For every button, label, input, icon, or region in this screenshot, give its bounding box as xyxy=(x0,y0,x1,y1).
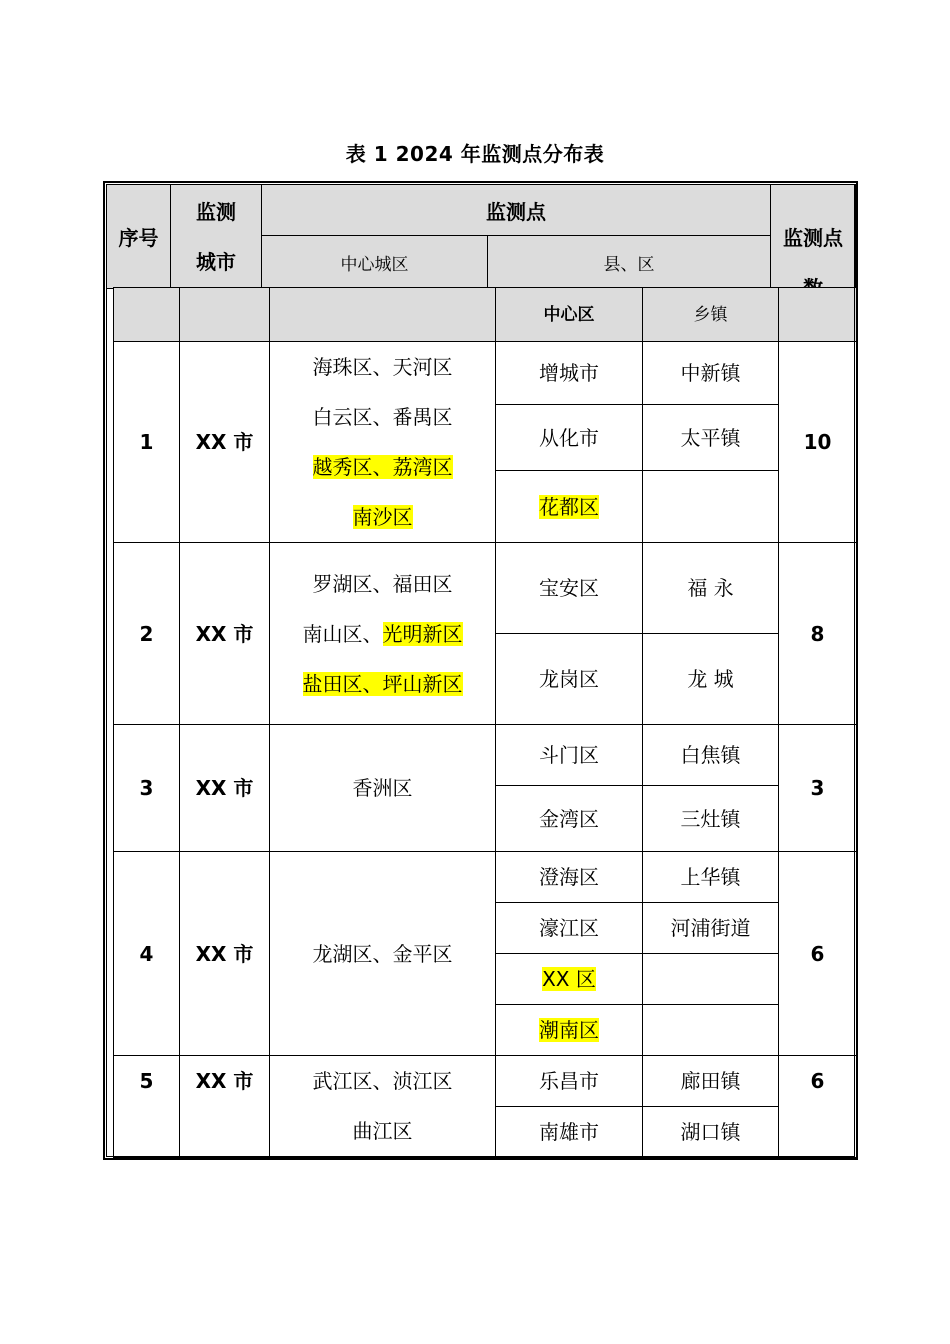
row-seq: 2 xyxy=(114,543,180,725)
row-city: XX 市 xyxy=(180,1056,270,1158)
table-title: 表 1 2024 年监测点分布表 xyxy=(345,142,605,166)
row-city: XX 市 xyxy=(180,725,270,852)
row-district: 增城市 xyxy=(496,342,643,405)
row-town: 龙 城 xyxy=(643,634,779,725)
row-district: 澄海区 xyxy=(496,852,643,903)
row-district xyxy=(496,1005,643,1056)
header-seq: 序号 xyxy=(106,184,171,289)
row-district: 南雄市 xyxy=(496,1107,643,1158)
header-county: 县、区 xyxy=(487,235,771,289)
row-town: 三灶镇 xyxy=(643,786,779,852)
row-district: 斗门区 xyxy=(496,725,643,786)
highlighted-text: XX 区 xyxy=(542,967,596,991)
row-town xyxy=(643,471,779,543)
table-row xyxy=(114,725,857,786)
row-count: 10 xyxy=(779,342,857,543)
highlighted-text: 南沙区 xyxy=(352,505,413,529)
row-town: 福 永 xyxy=(643,543,779,634)
header-center-urban: 中心城区 xyxy=(261,235,488,289)
highlighted-text: 花都区 xyxy=(539,494,599,519)
row-seq: 3 xyxy=(114,725,180,852)
row-town: 中新镇 xyxy=(643,342,779,405)
monitoring-table xyxy=(113,287,857,1158)
header-count: 监测点 xyxy=(770,184,856,342)
row-district: 金湾区 xyxy=(496,786,643,852)
row-district: 龙岗区 xyxy=(496,634,643,725)
row-urban: 龙湖区、金平区 xyxy=(270,852,496,1056)
table-row xyxy=(114,852,857,903)
header-city: 监测 城市 xyxy=(170,184,262,289)
row-city: XX 市 xyxy=(180,342,270,543)
row-urban: 武江区、浈江区 曲江区 xyxy=(270,1056,496,1158)
highlighted-text: 越秀区、荔湾区 xyxy=(312,455,453,479)
row-district: 濠江区 xyxy=(496,903,643,954)
row-town xyxy=(643,954,779,1005)
row-count: 6 xyxy=(779,1056,857,1158)
row-count: 8 xyxy=(779,543,857,725)
row-district: 宝安区 xyxy=(496,543,643,634)
row-count: 3 xyxy=(779,725,857,852)
row-district: 乐昌市 xyxy=(496,1056,643,1107)
table-row xyxy=(114,543,857,634)
highlighted-text: 潮南区 xyxy=(539,1018,599,1042)
row-town xyxy=(643,1005,779,1056)
row-town: 白焦镇 xyxy=(643,725,779,786)
row-urban: 香洲区 xyxy=(270,725,496,852)
row-urban: 罗湖区、福田区 南山区、光明新区 盐田区、坪山新区 xyxy=(270,543,496,725)
table-row xyxy=(114,342,857,405)
row-city: XX 市 xyxy=(180,543,270,725)
row-town: 河浦街道 xyxy=(643,903,779,954)
row-town: 廊田镇 xyxy=(643,1056,779,1107)
row-count: 6 xyxy=(779,852,857,1056)
header-points: 监测点 xyxy=(261,184,771,236)
row-city: XX 市 xyxy=(180,852,270,1056)
header-township: 乡镇 xyxy=(643,288,779,342)
row-urban: 海珠区、天河区 白云区、番禺区 越秀区、荔湾区 南沙区 xyxy=(270,342,496,543)
row-town: 太平镇 xyxy=(643,405,779,471)
row-district: 从化市 xyxy=(496,405,643,471)
highlighted-text: 光明新区 xyxy=(382,621,463,646)
subheader-row xyxy=(114,288,857,342)
header-center-district: 中心区 xyxy=(496,288,643,342)
row-seq: 5 xyxy=(114,1056,180,1158)
table-row xyxy=(114,1056,857,1107)
row-town: 上华镇 xyxy=(643,852,779,903)
row-seq: 1 xyxy=(114,342,180,543)
row-seq: 4 xyxy=(114,852,180,1056)
row-town: 湖口镇 xyxy=(643,1107,779,1158)
row-district xyxy=(496,954,643,1005)
row-district xyxy=(496,471,643,543)
highlighted-text: 盐田区、坪山新区 xyxy=(302,671,463,696)
